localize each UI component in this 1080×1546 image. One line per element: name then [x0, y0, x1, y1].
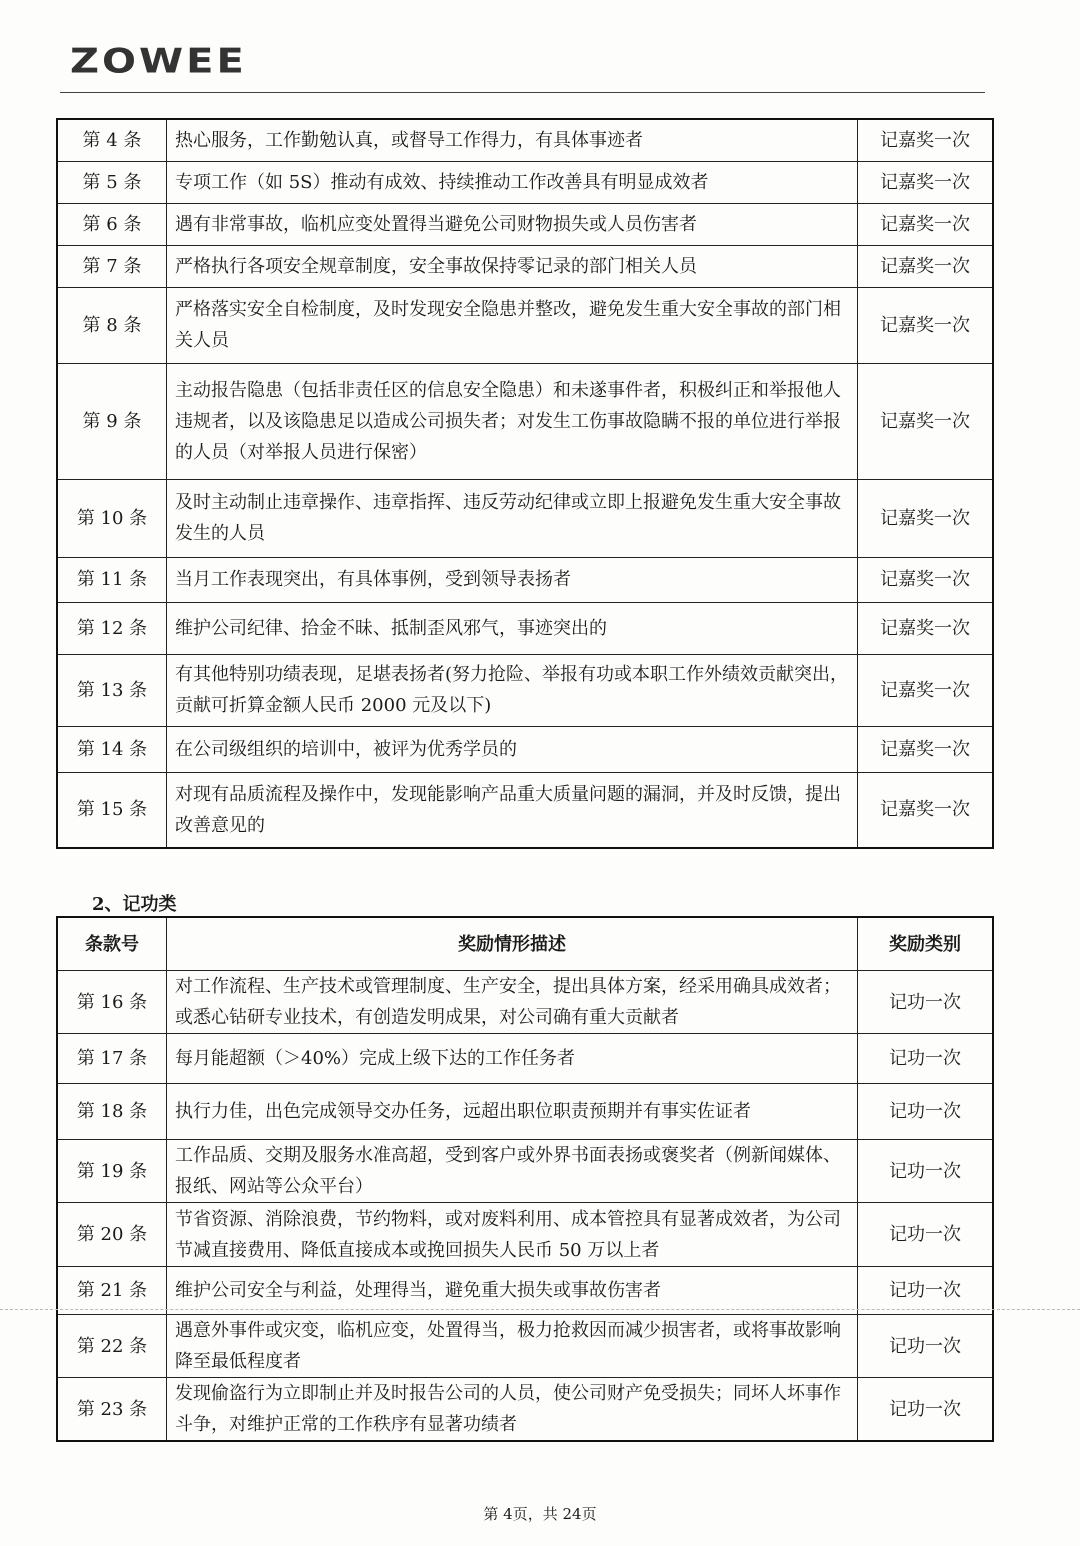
description-cell: 工作品质、交期及服务水准高超，受到客户或外界书面表扬或褒奖者（例新闻媒体、报纸、网站等公众平台） — [167, 1140, 858, 1203]
clause-number-cell: 第 10 条 — [57, 479, 167, 557]
table-row — [57, 1378, 993, 1442]
reward-type-cell: 记功一次 — [858, 1203, 994, 1267]
description-cell: 发现偷盗行为立即制止并及时报告公司的人员，使公司财产免受损失；同坏人坏事作斗争，对维护正常的工作秩序有显著功绩者 — [167, 1378, 858, 1442]
clause-number-cell: 第 21 条 — [57, 1267, 167, 1315]
reward-type-cell: 记功一次 — [858, 1267, 994, 1315]
clause-number-cell: 第 13 条 — [57, 654, 167, 726]
clause-number-cell: 第 4 条 — [57, 119, 167, 161]
description-cell: 遇有非常事故，临机应变处置得当避免公司财物损失或人员伤害者 — [167, 203, 858, 245]
clause-number-cell: 第 18 条 — [57, 1084, 167, 1140]
reward-type-cell: 记嘉奖一次 — [858, 287, 994, 363]
clause-number-cell: 第 6 条 — [57, 203, 167, 245]
reward-type-cell: 记功一次 — [858, 1140, 994, 1203]
table-row — [57, 1140, 993, 1203]
table-row — [57, 161, 993, 203]
clause-number-cell: 第 7 条 — [57, 245, 167, 287]
table-row — [57, 1034, 993, 1084]
section-title-merit: 2、记功类 — [92, 894, 177, 915]
clause-number-cell: 第 19 条 — [57, 1140, 167, 1203]
description-cell: 热心服务，工作勤勉认真，或督导工作得力，有具体事迹者 — [167, 119, 858, 161]
table-row — [57, 602, 993, 654]
reward-type-cell: 记功一次 — [858, 1315, 994, 1378]
reward-type-cell: 记嘉奖一次 — [858, 557, 994, 602]
clause-number-cell: 第 16 条 — [57, 971, 167, 1034]
company-logo: ZOWEE — [70, 42, 247, 82]
table-row — [57, 726, 993, 772]
table-row — [57, 287, 993, 363]
table-row — [57, 363, 993, 479]
reward-type-cell: 记功一次 — [858, 1378, 994, 1442]
description-cell: 严格落实安全自检制度，及时发现安全隐患并整改，避免发生重大安全事故的部门相关人员 — [167, 287, 858, 363]
description-cell: 维护公司安全与利益，处理得当，避免重大损失或事故伤害者 — [167, 1267, 858, 1315]
table-row — [57, 557, 993, 602]
header-divider — [60, 92, 985, 93]
table-row — [57, 203, 993, 245]
table-row — [57, 1203, 993, 1267]
reward-type-cell: 记嘉奖一次 — [858, 363, 994, 479]
description-cell: 在公司级组织的培训中，被评为优秀学员的 — [167, 726, 858, 772]
reward-type-cell: 记嘉奖一次 — [858, 203, 994, 245]
table-row — [57, 1315, 993, 1378]
description-cell: 及时主动制止违章操作、违章指挥、违反劳动纪律或立即上报避免发生重大安全事故发生的人员 — [167, 479, 858, 557]
header-description: 奖励情形描述 — [167, 917, 858, 971]
description-cell: 当月工作表现突出，有具体事例，受到领导表扬者 — [167, 557, 858, 602]
reward-type-cell: 记功一次 — [858, 971, 994, 1034]
scan-artifact-line — [0, 1309, 1080, 1310]
clause-number-cell: 第 22 条 — [57, 1315, 167, 1378]
table-row — [57, 971, 993, 1034]
page-number: 第 4页，共 24页 — [483, 1505, 597, 1523]
description-cell: 严格执行各项安全规章制度，安全事故保持零记录的部门相关人员 — [167, 245, 858, 287]
description-cell: 专项工作（如 5S）推动有成效、持续推动工作改善具有明显成效者 — [167, 161, 858, 203]
clause-number-cell: 第 23 条 — [57, 1378, 167, 1442]
table-header-row — [57, 917, 993, 971]
description-cell: 有其他特别功绩表现，足堪表扬者(努力抢险、举报有功或本职工作外绩效贡献突出，贡献可折算金额人民币 2000 元及以下) — [167, 654, 858, 726]
description-cell: 主动报告隐患（包括非责任区的信息安全隐患）和未遂事件者，积极纠正和举报他人违规者，以及该隐患足以造成公司损失者；对发生工伤事故隐瞒不报的单位进行举报的人员（对举报人员进行保密） — [167, 363, 858, 479]
reward-type-cell: 记功一次 — [858, 1084, 994, 1140]
commendation-table — [56, 118, 994, 849]
description-cell: 节省资源、消除浪费，节约物料，或对废料利用、成本管控具有显著成效者，为公司节减直接费用、降低直接成本或挽回损失人民币 50 万以上者 — [167, 1203, 858, 1267]
clause-number-cell: 第 11 条 — [57, 557, 167, 602]
description-cell: 维护公司纪律、拾金不昧、抵制歪风邪气，事迹突出的 — [167, 602, 858, 654]
header-reward-type: 奖励类别 — [858, 917, 994, 971]
table-row — [57, 119, 993, 161]
table-row — [57, 479, 993, 557]
reward-type-cell: 记功一次 — [858, 1034, 994, 1084]
clause-number-cell: 第 5 条 — [57, 161, 167, 203]
clause-number-cell: 第 9 条 — [57, 363, 167, 479]
description-cell: 遇意外事件或灾变，临机应变，处置得当，极力抢救因而减少损害者，或将事故影响降至最低程度者 — [167, 1315, 858, 1378]
description-cell: 每月能超额（＞40%）完成上级下达的工作任务者 — [167, 1034, 858, 1084]
reward-type-cell: 记嘉奖一次 — [858, 602, 994, 654]
reward-type-cell: 记嘉奖一次 — [858, 161, 994, 203]
reward-type-cell: 记嘉奖一次 — [858, 726, 994, 772]
table-row — [57, 654, 993, 726]
reward-type-cell: 记嘉奖一次 — [858, 119, 994, 161]
description-cell: 执行力佳，出色完成领导交办任务，远超出职位职责预期并有事实佐证者 — [167, 1084, 858, 1140]
description-cell: 对现有品质流程及操作中，发现能影响产品重大质量问题的漏洞，并及时反馈，提出改善意见的 — [167, 772, 858, 848]
table-row — [57, 245, 993, 287]
clause-number-cell: 第 12 条 — [57, 602, 167, 654]
reward-type-cell: 记嘉奖一次 — [858, 245, 994, 287]
clause-number-cell: 第 17 条 — [57, 1034, 167, 1084]
reward-type-cell: 记嘉奖一次 — [858, 772, 994, 848]
reward-type-cell: 记嘉奖一次 — [858, 479, 994, 557]
table-row — [57, 1267, 993, 1315]
reward-type-cell: 记嘉奖一次 — [858, 654, 994, 726]
clause-number-cell: 第 20 条 — [57, 1203, 167, 1267]
clause-number-cell: 第 8 条 — [57, 287, 167, 363]
clause-number-cell: 第 14 条 — [57, 726, 167, 772]
header-clause-number: 条款号 — [57, 917, 167, 971]
clause-number-cell: 第 15 条 — [57, 772, 167, 848]
table-row — [57, 772, 993, 848]
merit-table — [56, 916, 994, 1442]
table-row — [57, 1084, 993, 1140]
description-cell: 对工作流程、生产技术或管理制度、生产安全，提出具体方案，经采用确具成效者；或悉心钻研专业技术，有创造发明成果，对公司确有重大贡献者 — [167, 971, 858, 1034]
